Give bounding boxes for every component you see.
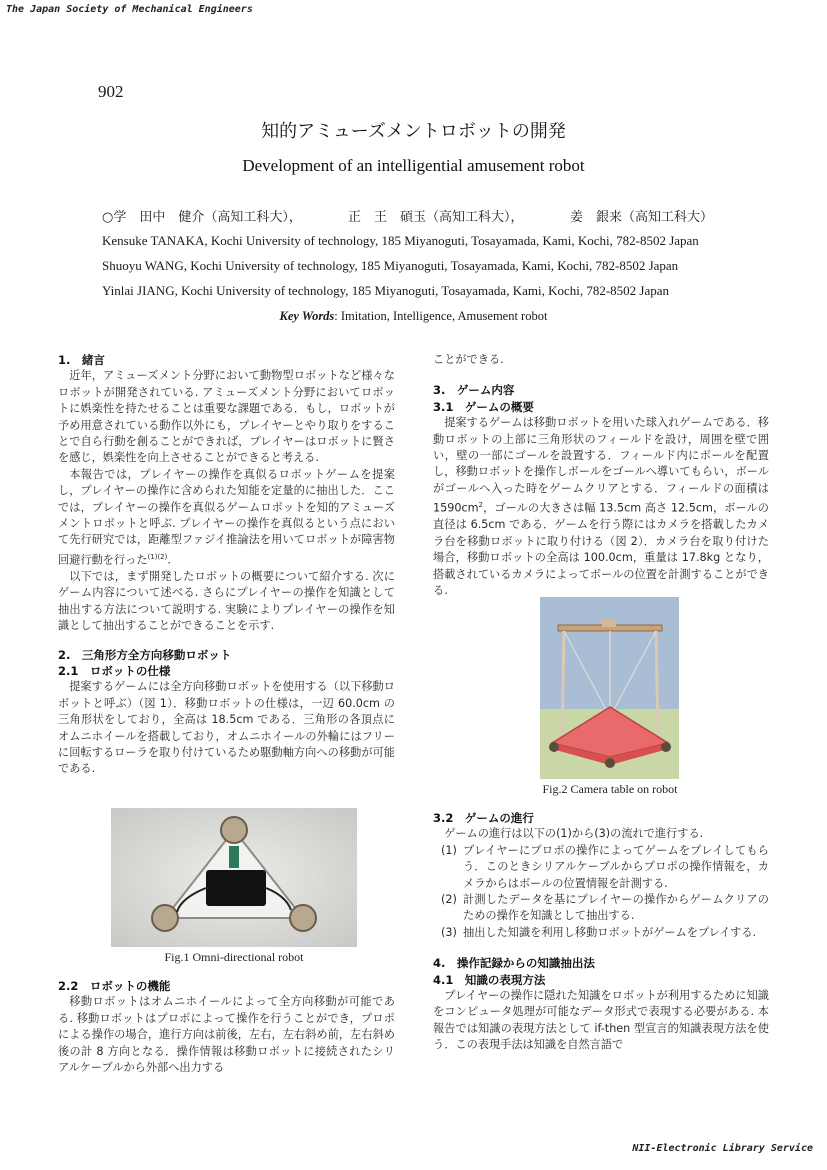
left-column-lower xyxy=(58,978,395,1076)
section-2-1-paragraph: 提案するゲームには全方向移動ロボットを使用する（以下移動ロボットと呼ぶ）（図 1）．移動ロボットの仕様は，一辺 60.0cm の三角形状をしており，全高は 18.5cm である．三角形の各頂点にオムニホイールを搭載しており，オムニホイールの外輪にはフリーに回転するローラを取り付けているため駆動軸方向への移動が可能である. xyxy=(58,680,395,776)
section-2-heading: 2. 三角形方全方向移動ロボット xyxy=(58,647,232,662)
affiliation-1: Kensuke TANAKA, Kochi University of technology, 185 Miyanoguti, Tosayamada, Kami, Kochi, 782-8502 Japan xyxy=(102,233,699,248)
citation-ref: (1)(2) xyxy=(147,552,168,561)
superscript-2: 2 xyxy=(478,501,483,510)
section-2-2-heading: 2.2 ロボットの機能 xyxy=(58,979,171,993)
section-1-paragraph-2: 本報告では，プレイヤーの操作を真似るロボットゲームを提案し，プレイヤーの操作に含められた知能を定量的に抽出した．ここでは，プレイヤーの操作を真似るゲームロボットを知的アミューズメントロボットと呼ぶ. プレイヤーの操作を真似るという点において先行研究では，距離型ファジイ推論法を用いてロボットが障害物回避行動を行った$^{(1)(2)}$. xyxy=(58,467,395,567)
section-3-2-paragraph: ゲームの進行は以下の(1)から(3)の流れで進行する. xyxy=(444,827,704,841)
right-column-lower xyxy=(433,810,769,1054)
section-3-2-heading: 3.2 ゲームの進行 xyxy=(433,811,534,825)
section-1-paragraph-3: 以下では，まず開発したロボットの概要について紹介する. 次にゲーム内容について述べる. さらにプレイヤーの操作を知識として抽出する方法について説明する. 実験によりプレイヤーの操作を知識として抽出することができることを示す. xyxy=(58,570,395,633)
keywords-line xyxy=(0,309,827,324)
section-2-2-paragraph: 移動ロボットはオムニホイールによって全方向移動が可能である. 移動ロボットはプロポによって操作を行うことができ，プロポによる操作の場合，進行方向は前後，左右，左右斜め前，左右斜め後の計 8 方向となる．操作情報は移動ロボットに接続されたシリアルケーブルから外部へ出力する xyxy=(58,995,395,1075)
step-text: プレイヤーにプロポの操作によってゲームをプレイしてもらう．このときシリアルケーブルからプロポの操作情報を，カメラからはボールの位置情報を計測する. xyxy=(463,843,769,890)
author-2: 正 王 碩玉（高知工科大）， xyxy=(348,210,524,225)
section-3-1-heading: 3.1 ゲームの概要 xyxy=(433,399,534,414)
title-japanese: 知的アミューズメントロボットの開発 xyxy=(261,121,566,142)
author-1: ○学 田中 健介（高知工科大）， xyxy=(102,210,302,225)
step-number: (1) xyxy=(441,843,457,857)
section-3-heading: 3. ゲーム内容 xyxy=(433,383,515,398)
section-1-paragraph-1: 近年，アミューズメント分野において動物型ロボットなど様々なロボットが開発されている. アミューズメント分野においてロボットに娯楽性を持たせることは重要な課題である．もし，ロボットが予め用意されている動作以外にも，プレイヤーとやり取りをすることで自ら行動を創ることができれば，プレイヤーはロボットに賢さを感じ，娯楽性を向上させることができると考える. xyxy=(58,369,395,465)
title-english: Development of an intelligential amusement robot xyxy=(242,156,585,175)
section-3-1-paragraph: 提案するゲームは移動ロボットを用いた球入れゲームである．移動ロボットの上部に三角形状のフィールドを設け，周囲を壁で囲い，壁の一部にゴールを設置する．フィールド内にボールを配置し，移動ロボットを操作しボールをゴールへ導いてもらい，ボールがゴールへ入った時をゲームクリアとする．フィールドの面積は $1590cm^2$，ゴールの大きさは幅 13.5cm 高さ 12.5cm，ボールの直径は 6.5cm である．ゲームを行う際にはカメラを搭載したカメラ台を移動ロボットに取り付ける（図 2）．カメラ台を取り付けた場合，移動ロボットの全高は 100.0cm，重量は 17.8kg となり，搭載されているカメラによってボールの位置を計測することができる. xyxy=(433,416,769,598)
step-list-item xyxy=(433,925,769,941)
step-list-item xyxy=(433,892,769,925)
step-text: 計測したデータを基にプレイヤーの操作からゲームクリアのための操作を知識として抽出する. xyxy=(463,893,769,923)
figure-1-photo xyxy=(111,808,357,947)
figure-2-photo xyxy=(540,597,679,779)
society-header: The Japan Society of Mechanical Engineers xyxy=(6,4,253,15)
paper-number: 902 xyxy=(98,82,124,101)
step-text: 抽出した知識を利用し移動ロボットがゲームをプレイする. xyxy=(463,925,757,939)
left-column xyxy=(58,352,395,778)
affiliation-3: Yinlai JIANG, Kochi University of technology, 185 Miyanoguti, Tosayamada, Kami, Kochi, 782-8502 Japan xyxy=(102,283,670,298)
section-2-1-heading: 2.1 ロボットの仕様 xyxy=(58,664,171,679)
section-4-heading: 4. 操作記録からの知識抽出法 xyxy=(433,956,595,971)
step-number: (2) xyxy=(441,893,457,907)
figure-2-caption: Fig.2 Camera table on robot xyxy=(542,782,678,796)
continued-text: ことができる. xyxy=(433,353,504,366)
author-3: 姜 銀来（高知工科大） xyxy=(570,210,714,225)
omni-robot-illustration xyxy=(111,808,357,947)
library-footer: NII-Electronic Library Service xyxy=(632,1143,813,1154)
section-4-1-heading: 4.1 知識の表現方法 xyxy=(433,972,546,987)
section-4-1-paragraph: プレイヤーの操作に隠れた知識をロボットが利用するために知識をコンピュータ処理が可能なデータ形式で表現する必要がある. 本報告では知識の表現方法として if-then 型宣言的知識表現方法を使う．この表現手法は知識を自然言語で xyxy=(433,989,769,1052)
step-number: (3) xyxy=(441,925,457,939)
step-list-item xyxy=(433,843,769,892)
figure-1-caption: Fig.1 Omni-directional robot xyxy=(164,950,304,964)
keywords-text: : Imitation, Intelligence, Amusement robot xyxy=(334,309,548,323)
affiliation-2: Shuoyu WANG, Kochi University of technology, 185 Miyanoguti, Tosayamada, Kami, Kochi, 782-8502 Japan xyxy=(102,258,679,273)
section-1-heading: 1. 緒言 xyxy=(58,353,105,367)
right-column xyxy=(433,352,769,599)
camera-table-illustration xyxy=(540,597,679,779)
keywords-label: Key Words xyxy=(279,309,335,323)
